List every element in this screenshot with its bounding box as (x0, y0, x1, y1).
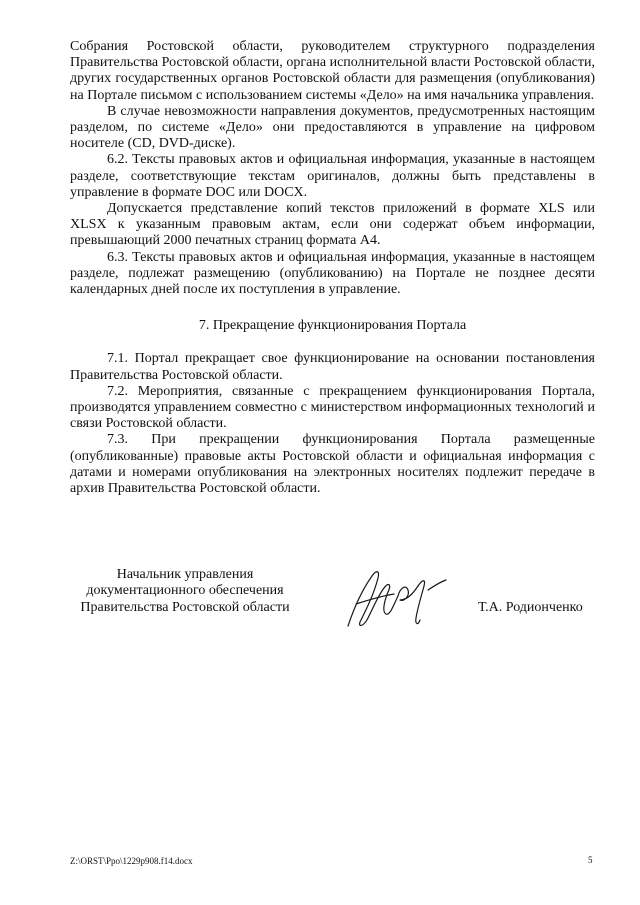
signatory-title-line: документационного обеспечения (86, 583, 284, 599)
signatory-title (70, 567, 300, 616)
signatory-title-line: Начальник управления (116, 567, 254, 582)
signatory-name: Т.А. Родионченко (478, 600, 583, 615)
paragraph-6-3: 6.3. Тексты правовых актов и официальная информация, указанные в настоящем разделе, подлежат размещению (опубликованию) на Портале не позднее десяти календарных дней после их поступления в управление. (70, 249, 595, 298)
page-number: 5 (588, 855, 593, 865)
document-body (70, 39, 595, 497)
paragraph-continuation: Собрания Ростовской области, руководителем структурного подразделения Правительства Ростовской области, органа исполнительной власти Ростовской области, других государственных органов Ростовской области для размещения (опубликования) на Портале письмом с использованием системы «Дело» на имя начальника управления. (70, 39, 595, 103)
handwritten-signature (338, 560, 453, 635)
signatory-title-line: Правительства Ростовской области (80, 599, 290, 615)
paragraph-6-2: 6.2. Тексты правовых актов и официальная информация, указанные в настоящем разделе, соответствующие текстам оригиналов, должны быть представлены в управление в формате DOC или DOCX. (70, 152, 595, 200)
paragraph-7-1: 7.1. Портал прекращает свое функционирование на основании постановления Правительства Ростовской области. (70, 351, 595, 383)
paragraph-digital-media: В случае невозможности направления документов, предусмотренных настоящим разделом, по системе «Дело» они предоставляются в управление на цифровом носителе (CD, DVD-диске). (70, 103, 595, 152)
paragraph-7-2: 7.2. Мероприятия, связанные с прекращением функционирования Портала, производятся управлением совместно с министерством информационных технологий и связи Ростовской области. (70, 383, 595, 432)
section-7-heading: 7. Прекращение функционирования Портала (198, 318, 467, 334)
paragraph-7-3: 7.3. При прекращении функционирования Портала размещенные (опубликованные) правовые акты Ростовской области и официальная информация с датами и номерами опубликования на электронных носителях подлежит передаче в архив Правительства Ростовской области. (70, 432, 595, 497)
footer-file-path: Z:\ORST\Ppo\1229p908.f14.docx (70, 856, 193, 866)
paragraph-xls-copies: Допускается представление копий текстов приложений в формате XLS или XLSX к указанным правовым актам, если они содержат объем информации, превышающий 2000 печатных страниц формата А4. (70, 201, 595, 249)
